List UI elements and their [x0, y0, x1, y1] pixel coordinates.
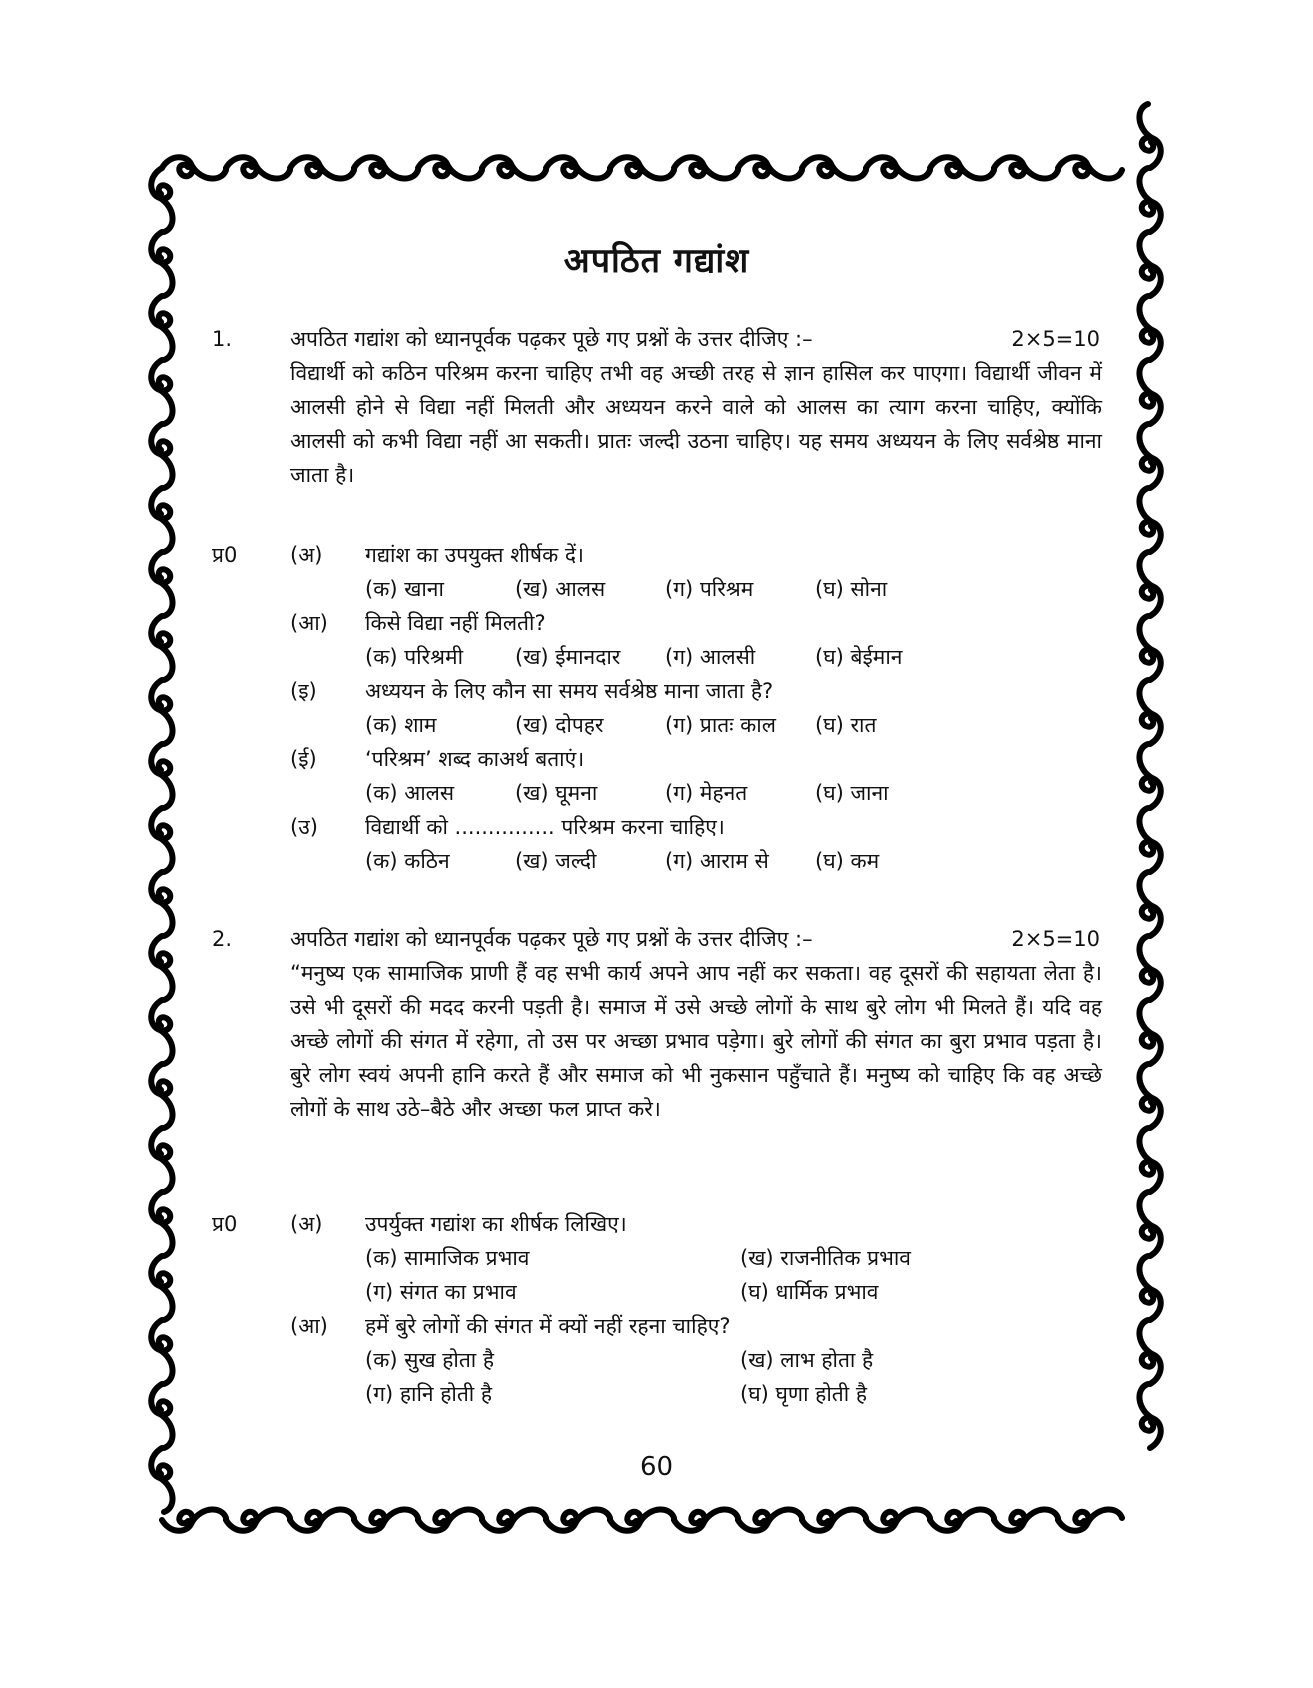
options-row [212, 1241, 1112, 1275]
question-2 [212, 922, 1112, 1126]
option: (ख) आलस [515, 577, 606, 601]
subquestion-text: उपर्युक्त गद्यांश का शीर्षक लिखिए। [365, 1212, 627, 1236]
option: (ख) ईमानदार [515, 645, 621, 669]
border-ornament [151, 616, 172, 680]
border-ornament [674, 157, 738, 178]
marks: 2×5=10 [1011, 327, 1100, 351]
border-ornament [994, 1509, 1058, 1530]
border-left [151, 168, 172, 1512]
border-ornament [1058, 157, 1122, 178]
options-row [212, 708, 1112, 742]
border-ornament [802, 157, 866, 178]
border-ornament [1139, 1192, 1160, 1256]
border-ornament [1139, 296, 1160, 360]
border-ornament [1139, 1128, 1160, 1192]
border-ornament [546, 1509, 610, 1530]
border-ornament [482, 157, 546, 178]
border-ornament [1139, 360, 1160, 424]
border-ornament [151, 296, 172, 360]
question-1-header [212, 322, 1112, 356]
page-number: 60 [639, 1452, 674, 1482]
border-ornament [418, 157, 482, 178]
border-ornament [482, 1509, 546, 1530]
option: (घ) बेईमान [815, 645, 903, 669]
border-ornament [866, 1509, 930, 1530]
pra-label: प्र0 [212, 1212, 238, 1236]
border-ornament [151, 680, 172, 744]
option: (घ) रात [815, 713, 877, 737]
border-ornament [1058, 1509, 1122, 1530]
subquestion-text: अध्ययन के लिए कौन सा समय सर्वश्रेष्ठ माना जाता है? [365, 679, 774, 703]
subquestion [212, 1309, 1112, 1343]
border-ornament [151, 1384, 172, 1448]
option: (क) सामाजिक प्रभाव [365, 1246, 530, 1270]
border-ornament [151, 936, 172, 1000]
border-ornament [151, 1128, 172, 1192]
option: (ग) प्रातः काल [665, 713, 776, 737]
border-bottom [162, 1509, 1122, 1530]
option: (ख) राजनीतिक प्रभाव [740, 1246, 911, 1270]
option: (घ) घृणा होती है [740, 1382, 868, 1406]
subquestion-text: विद्यार्थी को ............... परिश्रम करना चाहिए। [365, 815, 725, 839]
border-ornament [1139, 424, 1160, 488]
pra-label: प्र0 [212, 543, 238, 567]
border-ornament [151, 424, 172, 488]
border-ornament [151, 360, 172, 424]
border-ornament [1139, 1064, 1160, 1128]
border-ornament [1139, 104, 1160, 168]
question-2-header [212, 922, 1112, 956]
border-ornament [151, 552, 172, 616]
marks: 2×5=10 [1011, 927, 1100, 951]
question-number: 2. [212, 927, 233, 951]
border-ornament [994, 157, 1058, 178]
question-1 [212, 322, 1112, 492]
option: (क) शाम [365, 713, 437, 737]
options-row [212, 1377, 1112, 1411]
border-ornament [930, 1509, 994, 1530]
option: (ग) आराम से [665, 849, 769, 873]
border-ornament [354, 1509, 418, 1530]
option: (क) खाना [365, 577, 444, 601]
border-ornament [1139, 1256, 1160, 1320]
option: (क) आलस [365, 781, 455, 805]
border-ornament [1139, 1320, 1160, 1384]
border-ornament [610, 157, 674, 178]
border-ornament [1139, 552, 1160, 616]
border-ornament [162, 1509, 226, 1530]
border-ornament [1139, 488, 1160, 552]
border-ornament [151, 1192, 172, 1256]
subquestion-label: (उ) [290, 815, 318, 839]
option: (ख) जल्दी [515, 849, 597, 873]
subquestion-label: (ई) [290, 747, 317, 771]
border-ornament [866, 157, 930, 178]
option: (क) कठिन [365, 849, 450, 873]
border-ornament [1139, 808, 1160, 872]
question-instruction: अपठित गद्यांश को ध्यानपूर्वक पढ़कर पूछे गए प्रश्नों के उत्तर दीजिए :– [290, 927, 813, 951]
border-ornament [1139, 936, 1160, 1000]
option: (क) परिश्रमी [365, 645, 464, 669]
border-ornament [546, 157, 610, 178]
subquestion-label: (अ) [290, 1212, 323, 1236]
subquestion [212, 674, 1112, 708]
border-ornament [674, 1509, 738, 1530]
option: (ग) परिश्रम [665, 577, 754, 601]
border-ornament [738, 157, 802, 178]
border-ornament [151, 488, 172, 552]
question-number: 1. [212, 327, 233, 351]
border-ornament [1139, 168, 1160, 232]
border-ornament [151, 872, 172, 936]
option: (ख) लाभ होता है [740, 1348, 874, 1372]
page-title: अपठित गद्यांश [563, 241, 750, 281]
subquestion [212, 742, 1112, 776]
options-row [212, 640, 1112, 674]
border-ornament [151, 808, 172, 872]
option: (घ) जाना [815, 781, 889, 805]
border-ornament [610, 1509, 674, 1530]
option: (घ) कम [815, 849, 880, 873]
options-row [212, 844, 1112, 878]
border-ornament [151, 1256, 172, 1320]
option: (ग) संगत का प्रभाव [365, 1280, 517, 1304]
passage-1: विद्यार्थी को कठिन परिश्रम करना चाहिए तभी वह अच्छी तरह से ज्ञान हासिल कर पाएगा। विद्यार्थी जीवन में आलसी होने से विद्या नहीं मिलती और अध्ययन करने वाले को आलस का त्याग करना चाहिए, क्योंकि आलसी को कभी विद्या नहीं आ सकती। प्रातः जल्दी उठना चाहिए। यह समय अध्ययन के लिए सर्वश्रेष्ठ माना जाता है। [290, 361, 1102, 487]
border-ornament [1139, 872, 1160, 936]
subquestion-text: ‘परिश्रम’ शब्द काअर्थ बताएं। [365, 747, 585, 771]
border-ornament [1139, 616, 1160, 680]
border-ornament [1139, 1384, 1160, 1448]
border-ornament [151, 744, 172, 808]
border-ornament [162, 157, 226, 178]
border-ornament [738, 1509, 802, 1530]
border-ornament [1139, 744, 1160, 808]
passage-2: “मनुष्य एक सामाजिक प्राणी हैं वह सभी कार्य अपने आप नहीं कर सकता। वह दूसरों की सहायता लेता है। उसे भी दूसरों की मदद करनी पड़ती है। समाज में उसे अच्छे लोगों के साथ बुरे लोग भी मिलते हैं। यदि वह अच्छे लोगों की संगत में रहेगा, तो उस पर अच्छा प्रभाव पड़ेगा। बुरे लोगों की संगत का बुरा प्रभाव पड़ता है। बुरे लोग स्वयं अपनी हानि करते हैं और समाज को भी नुकसान पहुँचाते हैं। मनुष्य को चाहिए कि वह अच्छे लोगों के साथ उठे–बैठे और अच्छा फल प्राप्त करे। [290, 961, 1102, 1121]
border-ornament [354, 157, 418, 178]
subquestion-label: (अ) [290, 543, 323, 567]
border-ornament [802, 1509, 866, 1530]
subquestion-text: किसे विद्या नहीं मिलती? [365, 611, 546, 635]
border-ornament [151, 168, 172, 232]
border-right [1139, 104, 1160, 1448]
options-row [212, 1343, 1112, 1377]
subquestion [212, 1207, 1112, 1241]
options-row [212, 1275, 1112, 1309]
border-ornament [290, 157, 354, 178]
border-ornament [1139, 680, 1160, 744]
option: (घ) सोना [815, 577, 888, 601]
option: (ग) हानि होती है [365, 1382, 493, 1406]
question-1-subquestions [212, 538, 1112, 878]
options-row [212, 776, 1112, 810]
subquestion [212, 538, 1112, 572]
border-ornament [151, 1064, 172, 1128]
subquestion-text: गद्यांश का उपयुक्त शीर्षक दें। [365, 543, 584, 567]
subquestion [212, 606, 1112, 640]
option: (ख) घूमना [515, 781, 598, 805]
border-ornament [1139, 1000, 1160, 1064]
question-2-subquestions [212, 1207, 1112, 1411]
option: (घ) धार्मिक प्रभाव [740, 1280, 879, 1304]
border-ornament [151, 1320, 172, 1384]
options-row [212, 572, 1112, 606]
border-ornament [930, 157, 994, 178]
border-top [162, 157, 1122, 178]
border-ornament [151, 1000, 172, 1064]
subquestion-label: (आ) [290, 1314, 328, 1338]
border-ornament [226, 157, 290, 178]
border-ornament [418, 1509, 482, 1530]
option: (ग) आलसी [665, 645, 756, 669]
option: (क) सुख होता है [365, 1348, 495, 1372]
subquestion-label: (आ) [290, 611, 328, 635]
border-ornament [226, 1509, 290, 1530]
subquestion-label: (इ) [290, 679, 317, 703]
question-instruction: अपठित गद्यांश को ध्यानपूर्वक पढ़कर पूछे गए प्रश्नों के उत्तर दीजिए :– [290, 327, 813, 351]
option: (ग) मेहनत [665, 781, 748, 805]
subquestion [212, 810, 1112, 844]
subquestion-text: हमें बुरे लोगों की संगत में क्यों नहीं रहना चाहिए? [365, 1314, 731, 1338]
border-ornament [290, 1509, 354, 1530]
option: (ख) दोपहर [515, 713, 604, 737]
